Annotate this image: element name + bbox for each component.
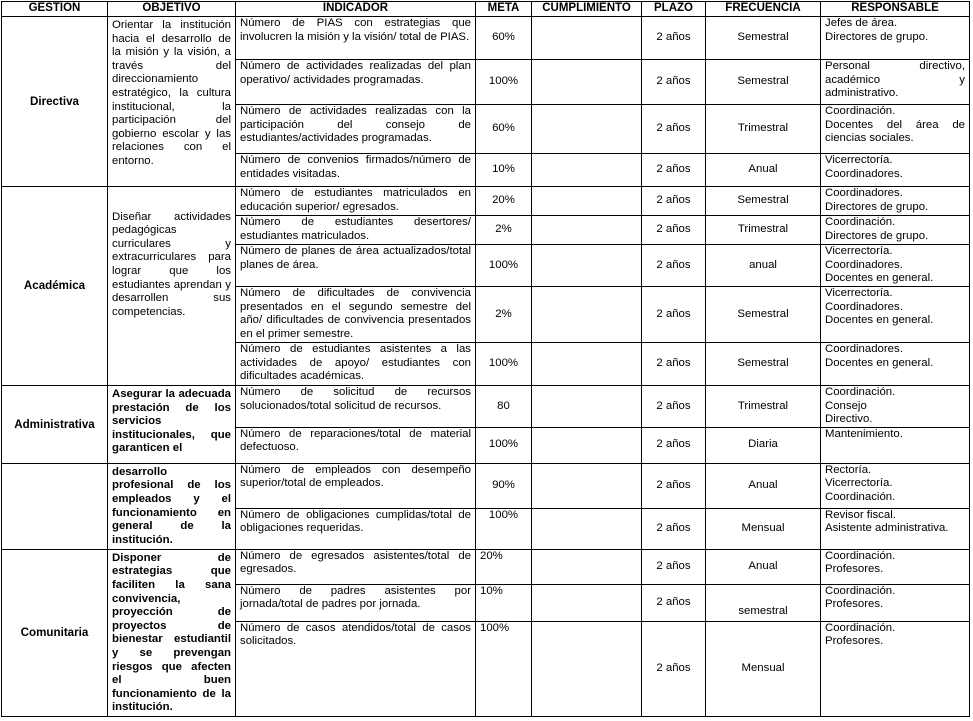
frecuencia-cell: Trimestral bbox=[706, 105, 821, 154]
responsable-line: Vicerrectoría. bbox=[825, 245, 893, 257]
responsable-line: Coordinadores. bbox=[825, 258, 903, 271]
cumplimiento-cell bbox=[532, 549, 642, 584]
frecuencia-cell: Anual bbox=[706, 154, 821, 187]
meta-cell: 20% bbox=[476, 187, 532, 216]
responsable-line: Coordinadores. bbox=[825, 167, 903, 180]
responsable-line: Revisor fiscal. bbox=[825, 508, 896, 521]
indicador-cell: Número de empleados con desempeño superior/total de empleados. bbox=[236, 463, 476, 508]
plazo-cell: 2 años bbox=[642, 105, 706, 154]
frecuencia-cell: Diaria bbox=[706, 427, 821, 463]
header-meta: META bbox=[476, 2, 532, 17]
cumplimiento-cell bbox=[532, 386, 642, 428]
plazo-cell: 2 años bbox=[642, 508, 706, 549]
meta-cell: 100% bbox=[476, 427, 532, 463]
meta-cell: 100% bbox=[476, 621, 532, 716]
meta-cell: 100% bbox=[476, 245, 532, 287]
cumplimiento-cell bbox=[532, 17, 642, 60]
responsable-cell bbox=[821, 621, 970, 716]
indicador-cell: Número de PIAS con estrategias que involucren la misión y la visión/ total de PIAS. bbox=[236, 17, 476, 60]
responsable-line: Coordinación. bbox=[825, 216, 896, 228]
cumplimiento-cell bbox=[532, 105, 642, 154]
responsable-line: Profesores. bbox=[825, 563, 884, 576]
gestion-comunitaria: Comunitaria bbox=[2, 549, 108, 716]
cumplimiento-cell bbox=[532, 584, 642, 621]
responsable-cell bbox=[821, 216, 970, 245]
frecuencia-cell: Semestral bbox=[706, 17, 821, 60]
responsable-line: Directores de grupo. bbox=[825, 200, 929, 213]
responsable-cell bbox=[821, 386, 970, 428]
cumplimiento-cell bbox=[532, 508, 642, 549]
responsable-line: Docentes del área de ciencias sociales. bbox=[825, 118, 965, 145]
frecuencia-cell: semestral bbox=[706, 584, 821, 621]
plazo-cell: 2 años bbox=[642, 245, 706, 287]
responsable-line: Coordinación. bbox=[825, 621, 896, 634]
responsable-cell bbox=[821, 154, 970, 187]
cumplimiento-cell bbox=[532, 463, 642, 508]
meta-cell: 90% bbox=[476, 463, 532, 508]
indicador-cell: Número de egresados asistentes/total de egresados. bbox=[236, 549, 476, 584]
responsable-line: Coordinadores. bbox=[825, 187, 903, 199]
responsable-line: Coordinación. bbox=[825, 386, 896, 398]
header-plazo: PLAZO bbox=[642, 2, 706, 17]
frecuencia-cell: Semestral bbox=[706, 287, 821, 343]
plazo-cell: 2 años bbox=[642, 154, 706, 187]
frecuencia-cell: Trimestral bbox=[706, 216, 821, 245]
plazo-cell: 2 años bbox=[642, 187, 706, 216]
header-row bbox=[2, 2, 970, 17]
objetivo-comunitaria: Disponer de estrategias que faciliten la sana convivencia, proyección de proyectos de bienestar estudiantil y se prevengan riesgos que afecten el buen funcionamiento de la institución. bbox=[108, 549, 236, 716]
responsable-cell bbox=[821, 245, 970, 287]
plazo-cell: 2 años bbox=[642, 343, 706, 386]
meta-cell: 20% bbox=[476, 549, 532, 584]
cumplimiento-cell bbox=[532, 427, 642, 463]
cumplimiento-cell bbox=[532, 60, 642, 105]
cumplimiento-cell bbox=[532, 216, 642, 245]
frecuencia-cell: Mensual bbox=[706, 508, 821, 549]
frecuencia-cell: Trimestral bbox=[706, 386, 821, 428]
responsable-line: Rectoría. bbox=[825, 463, 872, 476]
cumplimiento-cell bbox=[532, 343, 642, 386]
indicador-cell: Número de reparaciones/total de material defectuoso. bbox=[236, 427, 476, 463]
gestion-administrativa: Administrativa bbox=[2, 386, 108, 464]
header-gestion: GESTION bbox=[2, 2, 108, 17]
plazo-cell: 2 años bbox=[642, 463, 706, 508]
responsable-line: Docentes en general. bbox=[825, 272, 934, 285]
plazo-cell: 2 años bbox=[642, 17, 706, 60]
responsable-line: Directivo. bbox=[825, 413, 873, 426]
responsable-line: Directores de grupo. bbox=[825, 229, 929, 242]
plazo-cell: 2 años bbox=[642, 287, 706, 343]
header-responsable: RESPONSABLE bbox=[821, 2, 970, 17]
table-row bbox=[2, 17, 970, 60]
responsable-line: Docentes en general. bbox=[825, 314, 934, 327]
responsable-line: Coordinación. bbox=[825, 584, 896, 597]
responsable-cell bbox=[821, 343, 970, 386]
responsable-cell bbox=[821, 508, 970, 549]
table-row bbox=[2, 386, 970, 428]
indicador-cell: Número de actividades realizadas con la participación del consejo de estudiantes/actividades programadas. bbox=[236, 105, 476, 154]
gestion-administrativa-continued bbox=[2, 463, 108, 549]
table-row bbox=[2, 187, 970, 216]
gestion-directiva: Directiva bbox=[2, 17, 108, 187]
meta-cell: 60% bbox=[476, 17, 532, 60]
plazo-cell: 2 años bbox=[642, 549, 706, 584]
responsable-line: Vicerrectoría. bbox=[825, 477, 893, 490]
frecuencia-cell: Mensual bbox=[706, 621, 821, 716]
table-row bbox=[2, 549, 970, 584]
responsable-line: Profesores. bbox=[825, 598, 884, 611]
plazo-cell: 2 años bbox=[642, 584, 706, 621]
objetivo-academica: Diseñar actividades pedagógicas curriculares y extracurriculares para lograr que los estudiantes aprendan y desarrollen sus competencias. bbox=[108, 187, 236, 386]
responsable-line: Docentes en general. bbox=[825, 356, 934, 369]
indicador-cell: Número de planes de área actualizados/total planes de área. bbox=[236, 245, 476, 287]
responsable-cell bbox=[821, 463, 970, 508]
frecuencia-cell: Semestral bbox=[706, 60, 821, 105]
responsable-line: Consejo bbox=[825, 399, 867, 412]
meta-cell: 80 bbox=[476, 386, 532, 428]
cumplimiento-cell bbox=[532, 154, 642, 187]
frecuencia-cell: Anual bbox=[706, 463, 821, 508]
meta-cell: 2% bbox=[476, 216, 532, 245]
indicador-cell: Número de convenios firmados/número de entidades visitadas. bbox=[236, 154, 476, 187]
responsable-cell bbox=[821, 584, 970, 621]
meta-cell: 100% bbox=[476, 343, 532, 386]
indicador-cell: Número de solicitud de recursos solucionados/total solicitud de recursos. bbox=[236, 386, 476, 428]
indicador-cell: Número de casos atendidos/total de casos solicitados. bbox=[236, 621, 476, 716]
plazo-cell: 2 años bbox=[642, 427, 706, 463]
plazo-cell: 2 años bbox=[642, 216, 706, 245]
responsable-line: Coordinadores. bbox=[825, 300, 903, 313]
header-cumplimiento: CUMPLIMIENTO bbox=[532, 2, 642, 17]
cumplimiento-cell bbox=[532, 187, 642, 216]
responsable-line: Coordinación. bbox=[825, 549, 896, 562]
plazo-cell: 2 años bbox=[642, 60, 706, 105]
objetivo-administrativa-a: Asegurar la adecuada prestación de los servicios institucionales, que garanticen el bbox=[108, 386, 236, 464]
indicador-cell: Número de obligaciones cumplidas/total de obligaciones requeridas. bbox=[236, 508, 476, 549]
meta-cell: 100% bbox=[476, 60, 532, 105]
frecuencia-cell: Semestral bbox=[706, 343, 821, 386]
indicators-table bbox=[1, 1, 970, 717]
cumplimiento-cell bbox=[532, 621, 642, 716]
responsable-cell bbox=[821, 17, 970, 60]
responsable-line: Asistente administrativa. bbox=[825, 522, 949, 535]
meta-cell: 100% bbox=[476, 508, 532, 549]
indicador-cell: Número de estudiantes desertores/ estudiantes matriculados. bbox=[236, 216, 476, 245]
responsable-line: Coordinación. bbox=[825, 105, 896, 117]
frecuencia-cell: anual bbox=[706, 245, 821, 287]
meta-cell: 2% bbox=[476, 287, 532, 343]
responsable-cell: Mantenimiento. bbox=[821, 427, 970, 463]
cumplimiento-cell bbox=[532, 287, 642, 343]
meta-cell: 60% bbox=[476, 105, 532, 154]
responsable-cell: Personal directivo, académico y administrativo. bbox=[821, 60, 970, 105]
responsable-line: Vicerrectoría. bbox=[825, 287, 893, 299]
header-frecuencia: FRECUENCIA bbox=[706, 2, 821, 17]
responsable-line: Coordinadores. bbox=[825, 343, 903, 355]
responsable-line: Vicerrectoría. bbox=[825, 154, 893, 166]
responsable-cell bbox=[821, 549, 970, 584]
responsable-line: Jefes de área. bbox=[825, 17, 898, 29]
objetivo-directiva: Orientar la institución hacia el desarrollo de la misión y la visión, a través del direccionamiento estratégico, la cultura institucional, la participación del gobierno escolar y las relaciones con el entorno. bbox=[108, 17, 236, 187]
cumplimiento-cell bbox=[532, 245, 642, 287]
objetivo-administrativa-b: desarrollo profesional de los empleados y el funcionamiento en general de la institución. bbox=[108, 463, 236, 549]
indicador-cell: Número de dificultades de convivencia presentados en el segundo semestre del año/ dificultades de convivencia presentados en el primer semestre. bbox=[236, 287, 476, 343]
responsable-line: Directores de grupo. bbox=[825, 30, 929, 43]
meta-cell: 10% bbox=[476, 154, 532, 187]
responsable-cell bbox=[821, 187, 970, 216]
indicador-cell: Número de padres asistentes por jornada/total de padres por jornada. bbox=[236, 584, 476, 621]
frecuencia-cell: Anual bbox=[706, 549, 821, 584]
gestion-academica: Académica bbox=[2, 187, 108, 386]
responsable-line: Coordinación. bbox=[825, 490, 896, 503]
frecuencia-cell: Semestral bbox=[706, 187, 821, 216]
responsable-line: Profesores. bbox=[825, 635, 884, 648]
header-objetivo: OBJETIVO bbox=[108, 2, 236, 17]
plazo-cell: 2 años bbox=[642, 621, 706, 716]
responsable-cell bbox=[821, 105, 970, 154]
table-row bbox=[2, 463, 970, 508]
plazo-cell: 2 años bbox=[642, 386, 706, 428]
indicador-cell: Número de estudiantes matriculados en educación superior/ egresados. bbox=[236, 187, 476, 216]
meta-cell: 10% bbox=[476, 584, 532, 621]
indicador-cell: Número de actividades realizadas del plan operativo/ actividades programadas. bbox=[236, 60, 476, 105]
header-indicador: INDICADOR bbox=[236, 2, 476, 17]
responsable-cell bbox=[821, 287, 970, 343]
indicador-cell: Número de estudiantes asistentes a las actividades de apoyo/ estudiantes con dificultades académicas. bbox=[236, 343, 476, 386]
